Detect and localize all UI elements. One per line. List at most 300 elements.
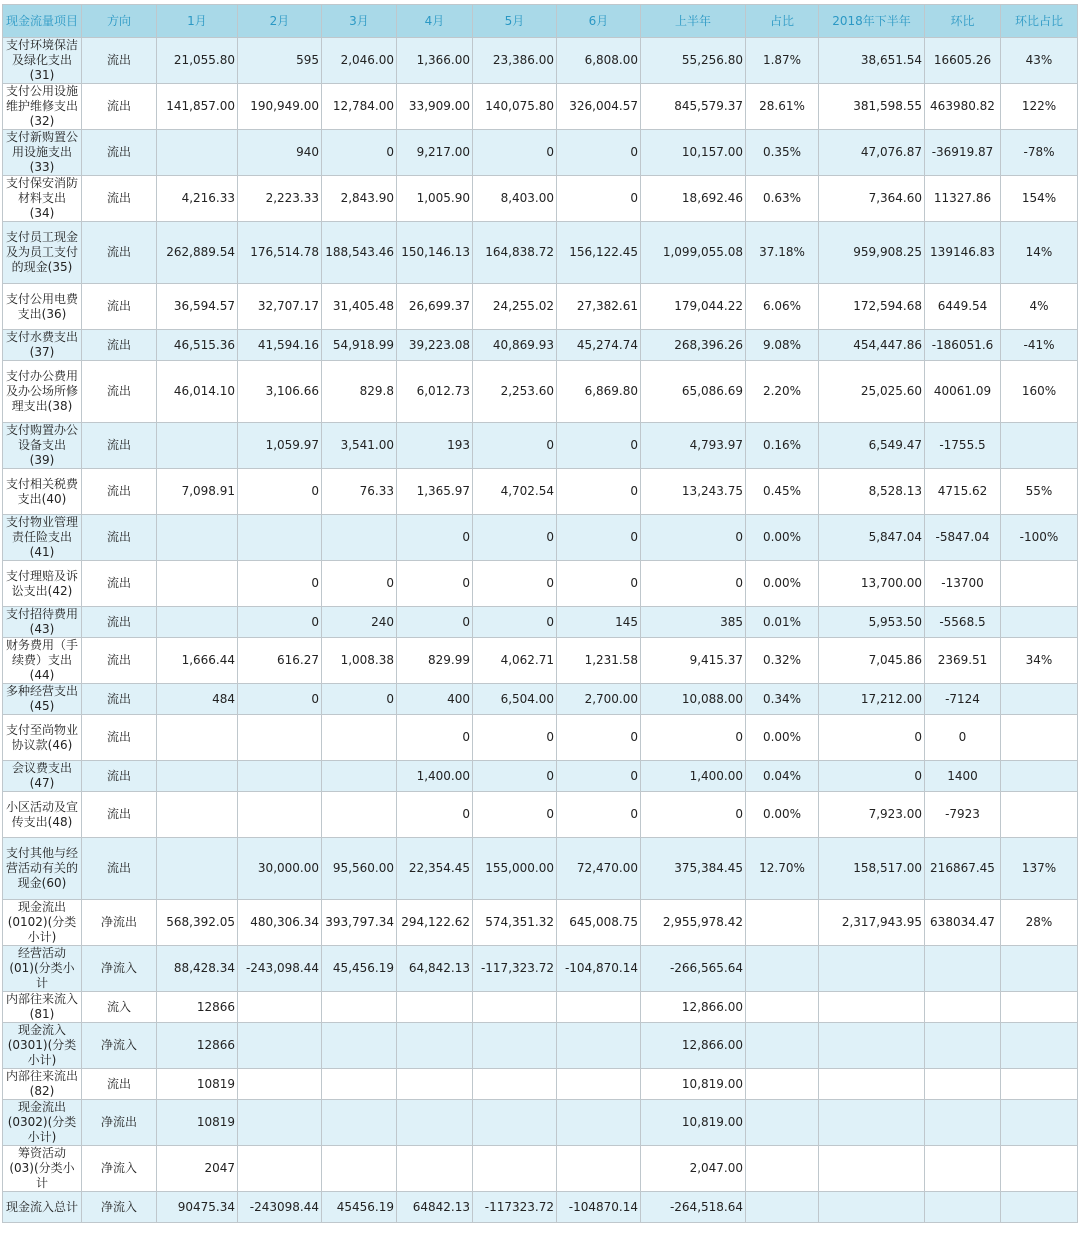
row-first-half-value: 13,243.75 bbox=[641, 469, 746, 515]
cashflow-table-container bbox=[2, 4, 1077, 1223]
row-first-half-value: -264,518.64 bbox=[641, 1192, 746, 1223]
row-apr-value: 9,217.00 bbox=[397, 130, 473, 176]
row-jun-value: 156,122.45 bbox=[557, 222, 641, 284]
header-feb: 2月 bbox=[238, 5, 322, 38]
row-mom-value: 11327.86 bbox=[925, 176, 1001, 222]
row-item-label: 支付员工现金及为员工支付的现金(35) bbox=[3, 222, 82, 284]
row-item-label: 经营活动(01)(分类小计 bbox=[3, 946, 82, 992]
row-feb-value: -243098.44 bbox=[238, 1192, 322, 1223]
row-item-label: 支付公用电费支出(36) bbox=[3, 284, 82, 330]
row-2018-second-half-value: 2,317,943.95 bbox=[819, 900, 925, 946]
row-mom-share-value: 154% bbox=[1001, 176, 1078, 222]
row-share-value: 0.00% bbox=[746, 561, 819, 607]
row-may-value: 0 bbox=[473, 761, 557, 792]
row-apr-value: 0 bbox=[397, 607, 473, 638]
row-feb-value: 940 bbox=[238, 130, 322, 176]
row-mar-value: 95,560.00 bbox=[322, 838, 397, 900]
table-row bbox=[3, 130, 1078, 176]
row-jan-value: 4,216.33 bbox=[157, 176, 238, 222]
row-may-value bbox=[473, 992, 557, 1023]
row-apr-value bbox=[397, 1069, 473, 1100]
row-direction: 净流入 bbox=[82, 1023, 157, 1069]
row-mar-value bbox=[322, 1146, 397, 1192]
row-mar-value bbox=[322, 1069, 397, 1100]
row-first-half-value: 268,396.26 bbox=[641, 330, 746, 361]
row-apr-value: 22,354.45 bbox=[397, 838, 473, 900]
row-jun-value: -104,870.14 bbox=[557, 946, 641, 992]
row-2018-second-half-value: 158,517.00 bbox=[819, 838, 925, 900]
row-direction: 净流入 bbox=[82, 946, 157, 992]
row-may-value: 164,838.72 bbox=[473, 222, 557, 284]
row-mom-value bbox=[925, 1146, 1001, 1192]
row-first-half-value: 0 bbox=[641, 515, 746, 561]
table-row bbox=[3, 1100, 1078, 1146]
header-jan: 1月 bbox=[157, 5, 238, 38]
row-mom-share-value bbox=[1001, 607, 1078, 638]
row-direction: 净流出 bbox=[82, 900, 157, 946]
row-jun-value: 0 bbox=[557, 792, 641, 838]
row-jan-value: 12866 bbox=[157, 1023, 238, 1069]
row-first-half-value: 2,955,978.42 bbox=[641, 900, 746, 946]
row-jan-value bbox=[157, 761, 238, 792]
row-mom-value: 6449.54 bbox=[925, 284, 1001, 330]
table-row bbox=[3, 684, 1078, 715]
row-mom-share-value bbox=[1001, 684, 1078, 715]
row-jun-value: -104870.14 bbox=[557, 1192, 641, 1223]
row-first-half-value: 1,400.00 bbox=[641, 761, 746, 792]
row-share-value: 0.00% bbox=[746, 715, 819, 761]
row-share-value: 37.18% bbox=[746, 222, 819, 284]
row-mom-share-value: 4% bbox=[1001, 284, 1078, 330]
row-item-label: 小区活动及宣传支出(48) bbox=[3, 792, 82, 838]
row-mar-value: 829.8 bbox=[322, 361, 397, 423]
row-feb-value: 2,223.33 bbox=[238, 176, 322, 222]
row-share-value: 0.04% bbox=[746, 761, 819, 792]
row-apr-value: 400 bbox=[397, 684, 473, 715]
row-may-value: -117,323.72 bbox=[473, 946, 557, 992]
row-2018-second-half-value: 17,212.00 bbox=[819, 684, 925, 715]
row-2018-second-half-value: 454,447.86 bbox=[819, 330, 925, 361]
row-2018-second-half-value: 7,364.60 bbox=[819, 176, 925, 222]
table-row bbox=[3, 946, 1078, 992]
row-jun-value bbox=[557, 1146, 641, 1192]
row-share-value: 6.06% bbox=[746, 284, 819, 330]
table-row bbox=[3, 1192, 1078, 1223]
row-may-value: 6,504.00 bbox=[473, 684, 557, 715]
row-first-half-value: 9,415.37 bbox=[641, 638, 746, 684]
row-feb-value: 0 bbox=[238, 684, 322, 715]
row-share-value bbox=[746, 1023, 819, 1069]
row-may-value: 40,869.93 bbox=[473, 330, 557, 361]
row-direction: 流出 bbox=[82, 792, 157, 838]
row-mom-share-value bbox=[1001, 1146, 1078, 1192]
table-row bbox=[3, 222, 1078, 284]
row-first-half-value: -266,565.64 bbox=[641, 946, 746, 992]
row-2018-second-half-value: 6,549.47 bbox=[819, 423, 925, 469]
row-feb-value: 32,707.17 bbox=[238, 284, 322, 330]
table-row bbox=[3, 38, 1078, 84]
row-mom-value: -13700 bbox=[925, 561, 1001, 607]
row-direction: 净流入 bbox=[82, 1192, 157, 1223]
row-mar-value: 76.33 bbox=[322, 469, 397, 515]
table-row bbox=[3, 284, 1078, 330]
row-jun-value: 0 bbox=[557, 130, 641, 176]
row-item-label: 支付物业管理责任险支出(41) bbox=[3, 515, 82, 561]
row-item-label: 支付水费支出(37) bbox=[3, 330, 82, 361]
row-jun-value: 145 bbox=[557, 607, 641, 638]
row-apr-value: 193 bbox=[397, 423, 473, 469]
header-jun: 6月 bbox=[557, 5, 641, 38]
row-mom-share-value: 137% bbox=[1001, 838, 1078, 900]
row-first-half-value: 0 bbox=[641, 792, 746, 838]
row-share-value: 0.35% bbox=[746, 130, 819, 176]
table-row bbox=[3, 561, 1078, 607]
row-item-label: 内部往来流出(82) bbox=[3, 1069, 82, 1100]
row-may-value: 0 bbox=[473, 715, 557, 761]
row-first-half-value: 10,819.00 bbox=[641, 1100, 746, 1146]
row-apr-value: 26,699.37 bbox=[397, 284, 473, 330]
row-share-value: 0.16% bbox=[746, 423, 819, 469]
row-mom-value: 0 bbox=[925, 715, 1001, 761]
row-mom-value: 139146.83 bbox=[925, 222, 1001, 284]
row-jan-value: 141,857.00 bbox=[157, 84, 238, 130]
row-jan-value: 262,889.54 bbox=[157, 222, 238, 284]
header-apr: 4月 bbox=[397, 5, 473, 38]
row-may-value: 23,386.00 bbox=[473, 38, 557, 84]
table-row bbox=[3, 838, 1078, 900]
row-mom-value: 16605.26 bbox=[925, 38, 1001, 84]
row-jun-value: 0 bbox=[557, 515, 641, 561]
table-row bbox=[3, 761, 1078, 792]
row-jan-value: 568,392.05 bbox=[157, 900, 238, 946]
row-jun-value: 0 bbox=[557, 469, 641, 515]
row-feb-value: 595 bbox=[238, 38, 322, 84]
row-direction: 流出 bbox=[82, 515, 157, 561]
row-first-half-value: 12,866.00 bbox=[641, 1023, 746, 1069]
row-may-value: 0 bbox=[473, 515, 557, 561]
row-first-half-value: 55,256.80 bbox=[641, 38, 746, 84]
row-item-label: 支付其他与经营活动有关的现金(60) bbox=[3, 838, 82, 900]
row-item-label: 支付环境保洁及绿化支出(31) bbox=[3, 38, 82, 84]
row-2018-second-half-value: 5,953.50 bbox=[819, 607, 925, 638]
table-row bbox=[3, 638, 1078, 684]
table-row bbox=[3, 469, 1078, 515]
row-direction: 流出 bbox=[82, 84, 157, 130]
row-mom-value bbox=[925, 992, 1001, 1023]
row-share-value: 0.45% bbox=[746, 469, 819, 515]
row-mom-share-value bbox=[1001, 761, 1078, 792]
row-first-half-value: 0 bbox=[641, 715, 746, 761]
row-jun-value: 0 bbox=[557, 761, 641, 792]
row-mom-value: -5568.5 bbox=[925, 607, 1001, 638]
row-jun-value: 0 bbox=[557, 423, 641, 469]
table-row bbox=[3, 84, 1078, 130]
row-2018-second-half-value: 47,076.87 bbox=[819, 130, 925, 176]
header-row bbox=[3, 5, 1078, 38]
row-jun-value: 72,470.00 bbox=[557, 838, 641, 900]
row-may-value: 0 bbox=[473, 130, 557, 176]
table-row bbox=[3, 423, 1078, 469]
row-jun-value: 0 bbox=[557, 176, 641, 222]
row-jan-value: 1,666.44 bbox=[157, 638, 238, 684]
row-mom-value: -186051.6 bbox=[925, 330, 1001, 361]
row-direction: 流出 bbox=[82, 361, 157, 423]
row-2018-second-half-value: 38,651.54 bbox=[819, 38, 925, 84]
row-share-value: 0.01% bbox=[746, 607, 819, 638]
row-apr-value: 0 bbox=[397, 515, 473, 561]
row-may-value: 140,075.80 bbox=[473, 84, 557, 130]
row-2018-second-half-value bbox=[819, 946, 925, 992]
row-first-half-value: 385 bbox=[641, 607, 746, 638]
row-mom-value: 1400 bbox=[925, 761, 1001, 792]
row-2018-second-half-value bbox=[819, 1100, 925, 1146]
row-first-half-value: 65,086.69 bbox=[641, 361, 746, 423]
row-apr-value: 294,122.62 bbox=[397, 900, 473, 946]
header-share: 占比 bbox=[746, 5, 819, 38]
row-direction: 流出 bbox=[82, 423, 157, 469]
row-mom-share-value bbox=[1001, 992, 1078, 1023]
row-apr-value: 39,223.08 bbox=[397, 330, 473, 361]
row-mar-value bbox=[322, 1023, 397, 1069]
row-jan-value: 10819 bbox=[157, 1069, 238, 1100]
row-mom-value: -7923 bbox=[925, 792, 1001, 838]
row-mar-value: 0 bbox=[322, 684, 397, 715]
row-direction: 流出 bbox=[82, 222, 157, 284]
row-mom-share-value: 34% bbox=[1001, 638, 1078, 684]
row-mom-value bbox=[925, 1192, 1001, 1223]
row-item-label: 现金流出(0102)(分类小计) bbox=[3, 900, 82, 946]
row-may-value bbox=[473, 1069, 557, 1100]
row-jan-value: 2047 bbox=[157, 1146, 238, 1192]
row-feb-value: 176,514.78 bbox=[238, 222, 322, 284]
row-mom-value bbox=[925, 1023, 1001, 1069]
row-jan-value: 46,014.10 bbox=[157, 361, 238, 423]
row-2018-second-half-value: 381,598.55 bbox=[819, 84, 925, 130]
row-share-value bbox=[746, 1100, 819, 1146]
row-apr-value: 1,365.97 bbox=[397, 469, 473, 515]
row-item-label: 支付招待费用(43) bbox=[3, 607, 82, 638]
row-jun-value: 6,808.00 bbox=[557, 38, 641, 84]
row-apr-value: 0 bbox=[397, 792, 473, 838]
row-mom-value bbox=[925, 1100, 1001, 1146]
row-feb-value bbox=[238, 515, 322, 561]
row-item-label: 支付保安消防材料支出(34) bbox=[3, 176, 82, 222]
header-may: 5月 bbox=[473, 5, 557, 38]
row-share-value: 0.63% bbox=[746, 176, 819, 222]
table-row bbox=[3, 900, 1078, 946]
row-feb-value bbox=[238, 1069, 322, 1100]
row-feb-value: 0 bbox=[238, 561, 322, 607]
row-jan-value bbox=[157, 561, 238, 607]
row-jan-value bbox=[157, 792, 238, 838]
row-mom-value: -5847.04 bbox=[925, 515, 1001, 561]
row-feb-value: 616.27 bbox=[238, 638, 322, 684]
row-jun-value: 2,700.00 bbox=[557, 684, 641, 715]
row-mom-share-value bbox=[1001, 715, 1078, 761]
row-mom-value: 4715.62 bbox=[925, 469, 1001, 515]
row-direction: 流出 bbox=[82, 1069, 157, 1100]
row-jun-value: 1,231.58 bbox=[557, 638, 641, 684]
row-first-half-value: 2,047.00 bbox=[641, 1146, 746, 1192]
row-first-half-value: 18,692.46 bbox=[641, 176, 746, 222]
row-direction: 流出 bbox=[82, 469, 157, 515]
row-mom-share-value: 43% bbox=[1001, 38, 1078, 84]
row-feb-value bbox=[238, 792, 322, 838]
row-mar-value: 2,843.90 bbox=[322, 176, 397, 222]
row-apr-value: 64,842.13 bbox=[397, 946, 473, 992]
row-feb-value bbox=[238, 1023, 322, 1069]
row-2018-second-half-value bbox=[819, 1146, 925, 1192]
row-mar-value bbox=[322, 792, 397, 838]
row-mar-value: 31,405.48 bbox=[322, 284, 397, 330]
row-mar-value: 2,046.00 bbox=[322, 38, 397, 84]
row-may-value: 24,255.02 bbox=[473, 284, 557, 330]
row-2018-second-half-value: 25,025.60 bbox=[819, 361, 925, 423]
row-jan-value bbox=[157, 130, 238, 176]
row-mom-share-value: 122% bbox=[1001, 84, 1078, 130]
row-jun-value bbox=[557, 1023, 641, 1069]
table-row bbox=[3, 515, 1078, 561]
row-first-half-value: 179,044.22 bbox=[641, 284, 746, 330]
row-mom-share-value: 28% bbox=[1001, 900, 1078, 946]
row-mom-value: 216867.45 bbox=[925, 838, 1001, 900]
row-apr-value bbox=[397, 1100, 473, 1146]
row-mom-share-value: -100% bbox=[1001, 515, 1078, 561]
row-first-half-value: 1,099,055.08 bbox=[641, 222, 746, 284]
row-direction: 净流出 bbox=[82, 1100, 157, 1146]
row-apr-value: 1,005.90 bbox=[397, 176, 473, 222]
header-item: 现金流量项目 bbox=[3, 5, 82, 38]
row-feb-value: 480,306.34 bbox=[238, 900, 322, 946]
row-mar-value: 54,918.99 bbox=[322, 330, 397, 361]
table-row bbox=[3, 1023, 1078, 1069]
row-apr-value: 6,012.73 bbox=[397, 361, 473, 423]
row-share-value: 9.08% bbox=[746, 330, 819, 361]
row-direction: 流出 bbox=[82, 715, 157, 761]
row-2018-second-half-value: 5,847.04 bbox=[819, 515, 925, 561]
row-2018-second-half-value: 0 bbox=[819, 715, 925, 761]
row-apr-value bbox=[397, 992, 473, 1023]
row-share-value bbox=[746, 1192, 819, 1223]
row-item-label: 支付公用设施维护维修支出(32) bbox=[3, 84, 82, 130]
row-mom-value: 2369.51 bbox=[925, 638, 1001, 684]
row-2018-second-half-value: 959,908.25 bbox=[819, 222, 925, 284]
row-feb-value bbox=[238, 992, 322, 1023]
row-jan-value: 36,594.57 bbox=[157, 284, 238, 330]
row-mom-value: -1755.5 bbox=[925, 423, 1001, 469]
row-mar-value: 0 bbox=[322, 561, 397, 607]
row-may-value bbox=[473, 1146, 557, 1192]
row-mom-share-value bbox=[1001, 423, 1078, 469]
row-jan-value: 90475.34 bbox=[157, 1192, 238, 1223]
row-feb-value bbox=[238, 1100, 322, 1146]
row-share-value bbox=[746, 946, 819, 992]
row-mom-value: 463980.82 bbox=[925, 84, 1001, 130]
row-may-value: 155,000.00 bbox=[473, 838, 557, 900]
row-may-value bbox=[473, 1023, 557, 1069]
row-may-value: 4,062.71 bbox=[473, 638, 557, 684]
row-feb-value: 3,106.66 bbox=[238, 361, 322, 423]
row-item-label: 支付理赔及诉讼支出(42) bbox=[3, 561, 82, 607]
row-first-half-value: 10,819.00 bbox=[641, 1069, 746, 1100]
row-share-value bbox=[746, 992, 819, 1023]
row-direction: 流出 bbox=[82, 638, 157, 684]
table-row bbox=[3, 176, 1078, 222]
row-mom-share-value bbox=[1001, 1069, 1078, 1100]
row-may-value: 0 bbox=[473, 561, 557, 607]
row-2018-second-half-value bbox=[819, 1192, 925, 1223]
table-row bbox=[3, 992, 1078, 1023]
header-mom: 环比 bbox=[925, 5, 1001, 38]
header-2018-second-half: 2018年下半年 bbox=[819, 5, 925, 38]
row-mom-share-value bbox=[1001, 1100, 1078, 1146]
row-feb-value bbox=[238, 761, 322, 792]
row-feb-value: 0 bbox=[238, 607, 322, 638]
row-feb-value: -243,098.44 bbox=[238, 946, 322, 992]
row-mom-value bbox=[925, 1069, 1001, 1100]
table-row bbox=[3, 715, 1078, 761]
row-may-value: 574,351.32 bbox=[473, 900, 557, 946]
row-jun-value: 27,382.61 bbox=[557, 284, 641, 330]
row-share-value bbox=[746, 1069, 819, 1100]
row-direction: 流出 bbox=[82, 38, 157, 84]
row-mar-value: 45,456.19 bbox=[322, 946, 397, 992]
row-mar-value bbox=[322, 715, 397, 761]
row-direction: 流出 bbox=[82, 176, 157, 222]
row-mar-value: 1,008.38 bbox=[322, 638, 397, 684]
row-share-value: 2.20% bbox=[746, 361, 819, 423]
row-mom-value: -36919.87 bbox=[925, 130, 1001, 176]
row-jan-value: 21,055.80 bbox=[157, 38, 238, 84]
row-item-label: 筹资活动(03)(分类小计 bbox=[3, 1146, 82, 1192]
cashflow-table bbox=[2, 4, 1078, 1223]
header-first-half: 上半年 bbox=[641, 5, 746, 38]
row-direction: 流出 bbox=[82, 130, 157, 176]
row-feb-value bbox=[238, 1146, 322, 1192]
row-item-label: 支付至尚物业协议款(46) bbox=[3, 715, 82, 761]
row-share-value: 12.70% bbox=[746, 838, 819, 900]
row-mar-value bbox=[322, 1100, 397, 1146]
header-direction: 方向 bbox=[82, 5, 157, 38]
row-apr-value: 150,146.13 bbox=[397, 222, 473, 284]
row-mar-value: 12,784.00 bbox=[322, 84, 397, 130]
row-direction: 净流入 bbox=[82, 1146, 157, 1192]
row-mom-share-value bbox=[1001, 946, 1078, 992]
row-first-half-value: 10,157.00 bbox=[641, 130, 746, 176]
row-direction: 流出 bbox=[82, 761, 157, 792]
header-mar: 3月 bbox=[322, 5, 397, 38]
row-apr-value bbox=[397, 1023, 473, 1069]
row-2018-second-half-value: 172,594.68 bbox=[819, 284, 925, 330]
row-first-half-value: 10,088.00 bbox=[641, 684, 746, 715]
row-feb-value: 1,059.97 bbox=[238, 423, 322, 469]
row-jan-value bbox=[157, 607, 238, 638]
row-mom-share-value: 55% bbox=[1001, 469, 1078, 515]
row-2018-second-half-value bbox=[819, 1069, 925, 1100]
row-apr-value: 64842.13 bbox=[397, 1192, 473, 1223]
row-may-value: -117323.72 bbox=[473, 1192, 557, 1223]
row-item-label: 现金流入总计 bbox=[3, 1192, 82, 1223]
row-apr-value: 1,400.00 bbox=[397, 761, 473, 792]
table-row bbox=[3, 1069, 1078, 1100]
row-jan-value bbox=[157, 423, 238, 469]
row-feb-value bbox=[238, 715, 322, 761]
row-jan-value: 12866 bbox=[157, 992, 238, 1023]
row-jan-value: 10819 bbox=[157, 1100, 238, 1146]
row-feb-value: 0 bbox=[238, 469, 322, 515]
row-mom-share-value bbox=[1001, 1023, 1078, 1069]
row-mom-value: -7124 bbox=[925, 684, 1001, 715]
